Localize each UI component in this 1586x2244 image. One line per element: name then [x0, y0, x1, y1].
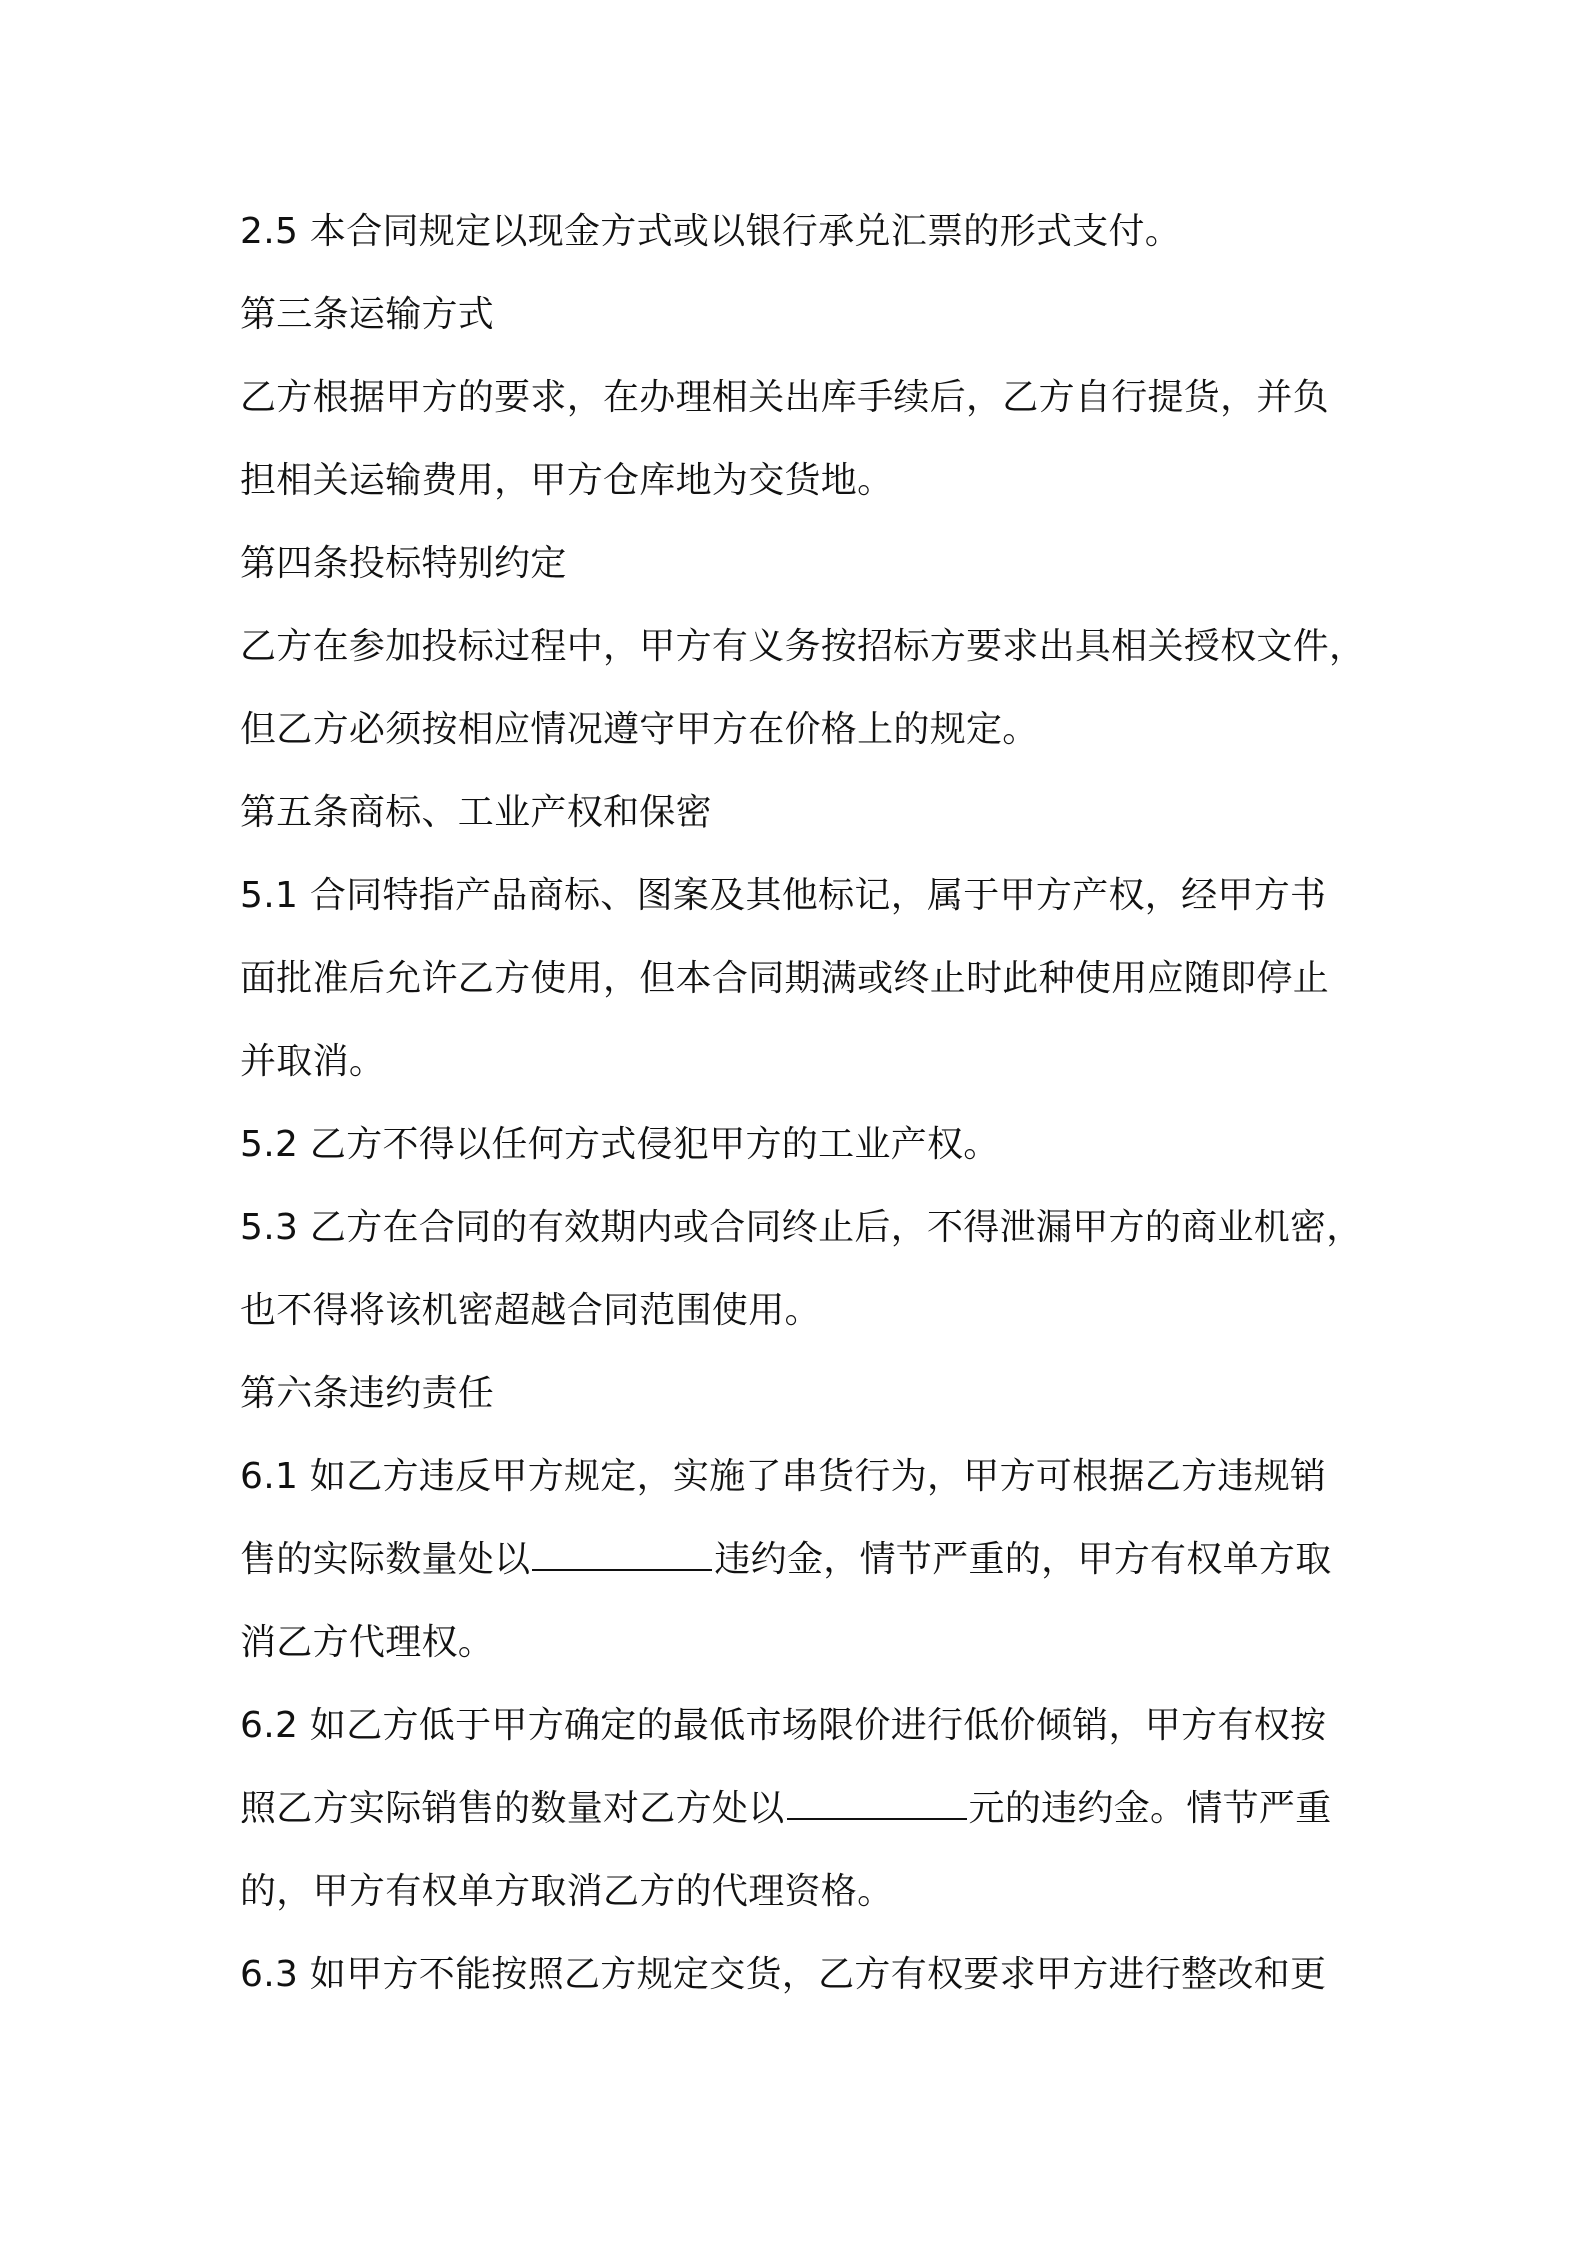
- article-3-text-line2: 担相关运输费用，甲方仓库地为交货地。: [240, 460, 894, 501]
- clause-6-1-line2-end: 违约金，情节严重的，甲方有权单方取: [714, 1539, 1332, 1580]
- clause-6-1-line3: 消乙方代理权。: [240, 1622, 495, 1663]
- clause-6-1-line1: 6.1 如乙方违反甲方规定，实施了串货行为，甲方可根据乙方违规销: [240, 1456, 1327, 1497]
- penalty-amount-blank-field: [787, 1814, 967, 1820]
- document-body: [240, 190, 1370, 2016]
- article-4-text-line1: 乙方在参加投标过程中，甲方有义务按招标方要求出具相关授权文件，: [240, 626, 1366, 667]
- clause-6-2-line2: [240, 1767, 1370, 1850]
- penalty-blank-field: [532, 1565, 712, 1571]
- clause-5-1-line1: 5.1 合同特指产品商标、图案及其他标记，属于甲方产权，经甲方书: [240, 875, 1327, 916]
- article-4-heading: 第四条投标特别约定: [240, 543, 567, 584]
- clause-6-2-line1: 6.2 如乙方低于甲方确定的最低市场限价进行低价倾销，甲方有权按: [240, 1705, 1327, 1746]
- clause-6-2-line2-end: 元的违约金。情节严重: [968, 1788, 1332, 1829]
- article-4-text-line2: 但乙方必须按相应情况遵守甲方在价格上的规定。: [240, 709, 1039, 750]
- clause-5-2: 5.2 乙方不得以任何方式侵犯甲方的工业产权。: [240, 1124, 1000, 1165]
- article-3-text-line1: 乙方根据甲方的要求，在办理相关出库手续后，乙方自行提货，并负: [240, 377, 1330, 418]
- clause-6-3-line1: 6.3 如甲方不能按照乙方规定交货，乙方有权要求甲方进行整改和更: [240, 1954, 1327, 1995]
- article-5-heading: 第五条商标、工业产权和保密: [240, 792, 712, 833]
- clause-2-5: 2.5 本合同规定以现金方式或以银行承兑汇票的形式支付。: [240, 211, 1182, 252]
- clause-5-3-line1: 5.3 乙方在合同的有效期内或合同终止后，不得泄漏甲方的商业机密，: [240, 1207, 1363, 1248]
- clause-5-3-line2: 也不得将该机密超越合同范围使用。: [240, 1290, 821, 1331]
- clause-6-2-line2-start: 照乙方实际销售的数量对乙方处以: [240, 1788, 785, 1829]
- clause-6-1-line2-start: 售的实际数量处以: [240, 1539, 531, 1580]
- article-3-heading: 第三条运输方式: [240, 294, 495, 335]
- clause-5-1-line2: 面批准后允许乙方使用，但本合同期满或终止时此种使用应随即停止: [240, 958, 1330, 999]
- clause-5-1-line3: 并取消。: [240, 1041, 386, 1082]
- clause-6-2-line3: 的，甲方有权单方取消乙方的代理资格。: [240, 1871, 894, 1912]
- clause-6-1-line2: [240, 1518, 1370, 1601]
- article-6-heading: 第六条违约责任: [240, 1373, 495, 1414]
